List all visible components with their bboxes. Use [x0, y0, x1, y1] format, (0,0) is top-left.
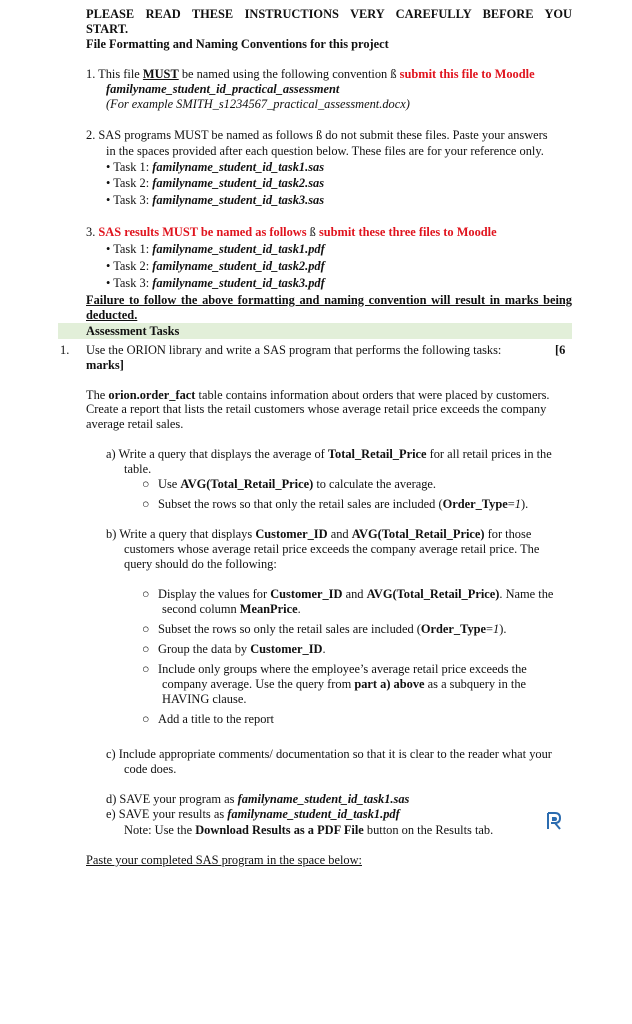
part-a-text: a) Write a query that displays the average of — [106, 447, 328, 461]
part-b-text: b) Write a query that displays — [106, 527, 256, 541]
sub-italic: 1 — [514, 497, 521, 511]
sub-text: . Name the — [499, 587, 554, 601]
item2-task2 — [106, 176, 324, 191]
task-label: • Task 1: — [106, 160, 153, 174]
q1-marks: [6 — [555, 343, 566, 357]
sub-bold: MeanPrice — [239, 602, 298, 616]
part-b-line1 — [106, 527, 531, 542]
sub-text: Subset the rows so only the retail sales are included ( — [158, 622, 421, 636]
sub-text: Subset the rows so that only the retail sales are included ( — [158, 497, 443, 511]
sub-text: . — [322, 642, 326, 656]
circle-bullet-icon: ○ — [142, 642, 150, 656]
sub-bold: Order_Type — [420, 622, 487, 636]
task-file: familyname_student_id_task1.sas — [152, 160, 325, 174]
task-file: familyname_student_id_task2.pdf — [152, 259, 325, 273]
item3-task1 — [106, 242, 325, 257]
q1-intro-line1 — [86, 388, 550, 403]
circle-bullet-icon: ○ — [142, 622, 150, 636]
task-file: familyname_student_id_task2.sas — [152, 176, 325, 190]
intro-table-name: orion.order_fact — [108, 388, 196, 402]
part-b-sub5 — [142, 712, 274, 727]
part-b-sub3 — [142, 642, 326, 657]
circle-bullet-icon: ○ — [142, 712, 150, 726]
item2-line2: in the spaces provided after each question below. These files are for your reference only. — [106, 144, 544, 158]
item1-filename: familyname_student_id_practical_assessment — [106, 82, 340, 96]
sub-text: as a subquery in the — [424, 677, 527, 691]
sub-text: ). — [520, 497, 529, 511]
sub-text: Use — [158, 477, 181, 491]
item2-task1 — [106, 160, 324, 175]
task-label: • Task 3: — [106, 276, 153, 290]
item3-task2 — [106, 259, 325, 274]
task-file: familyname_student_id_task3.sas — [152, 193, 325, 207]
item1-prefix: 1. This file — [86, 67, 143, 81]
part-b-field: AVG(Total_Retail_Price) — [351, 527, 485, 541]
assessment-tasks-heading: Assessment Tasks — [86, 324, 180, 338]
note-button-name: Download Results as a PDF File — [195, 823, 364, 837]
part-b-sub1 — [142, 587, 553, 602]
part-b-field: Customer_ID — [255, 527, 328, 541]
item2-line1: 2. SAS programs MUST be named as follows ß do not submit these files. Paste your answers — [86, 128, 548, 142]
q1-text: Use the ORION library and write a SAS program that performs the following tasks: — [86, 343, 502, 357]
instructions-heading-cont: START. — [86, 22, 129, 36]
item1-line — [86, 67, 535, 82]
part-a-line1 — [106, 447, 552, 462]
sub-text: = — [507, 497, 515, 511]
part-e-file: familyname_student_id_task1.pdf — [227, 807, 400, 821]
sub-italic: 1 — [493, 622, 500, 636]
sub-bold: AVG(Total_Retail_Price) — [366, 587, 500, 601]
paste-prompt: Paste your completed SAS program in the space below: — [86, 853, 362, 867]
part-b-text: for those — [484, 527, 532, 541]
part-d-text: d) SAVE your program as — [106, 792, 238, 806]
item1-middle: be named using the following convention ß — [178, 67, 400, 81]
sub-text: . — [297, 602, 301, 616]
task-label: • Task 2: — [106, 176, 153, 190]
part-a-sub1 — [142, 477, 436, 492]
circle-bullet-icon: ○ — [142, 477, 150, 491]
sub-bold: Order_Type — [442, 497, 508, 511]
q1-number: 1. — [60, 343, 70, 357]
sub-text: second column — [162, 602, 240, 616]
task-label: • Task 3: — [106, 193, 153, 207]
part-b-sub1-cont — [162, 602, 301, 617]
part-d-file: familyname_student_id_task1.sas — [237, 792, 410, 806]
task-file: familyname_student_id_task3.pdf — [152, 276, 325, 290]
item1-must: MUST — [142, 67, 179, 81]
part-e-line — [106, 807, 400, 822]
q1-intro-line2: Create a report that lists the retail customers whose average retail price exceeds the company — [86, 402, 547, 416]
part-a-line2: table. — [124, 462, 152, 476]
part-b-text: and — [327, 527, 352, 541]
sub-text: Display the values for — [158, 587, 271, 601]
q1-marks-cont: marks] — [86, 358, 124, 372]
sub-text: company average. Use the query from — [162, 677, 355, 691]
item2-task3 — [106, 193, 324, 208]
sub-bold: Customer_ID — [250, 642, 323, 656]
circle-bullet-icon: ○ — [142, 662, 150, 676]
part-e-text: e) SAVE your results as — [106, 807, 228, 821]
part-b-sub4-cont2: HAVING clause. — [162, 692, 247, 706]
part-c-line1: c) Include appropriate comments/ documentation so that it is clear to the reader what your — [106, 747, 552, 761]
sub-text: ). — [499, 622, 507, 636]
part-b-line3: query should do the following: — [124, 557, 277, 571]
part-d-line — [106, 792, 409, 807]
circle-bullet-icon: ○ — [142, 587, 150, 601]
failure-warning-cont: deducted. — [86, 308, 138, 322]
sub-text: Add a title to the report — [158, 712, 274, 726]
part-a-sub2 — [142, 497, 528, 512]
item1-submit-note: submit this file to Moodle — [399, 67, 535, 81]
sub-bold: part a) above — [354, 677, 425, 691]
sub-bold: Customer_ID — [270, 587, 343, 601]
sub-text: and — [342, 587, 367, 601]
instructions-heading: PLEASE READ THESE INSTRUCTIONS VERY CAREFULLY BEFORE YOU — [86, 7, 572, 21]
pdf-icon[interactable] — [546, 812, 562, 830]
part-b-line2: customers whose average retail price exceeds the company average retail price. The — [124, 542, 540, 556]
item3-line — [86, 225, 497, 240]
failure-warning: Failure to follow the above formatting and naming convention will result in marks being — [86, 293, 572, 307]
part-b-sub4 — [142, 662, 527, 677]
sub-bold: AVG(Total_Retail_Price) — [180, 477, 314, 491]
item3-red-heading: SAS results MUST be named as follows — [98, 225, 310, 239]
sub-text: Include only groups where the employee’s average retail price exceeds the — [158, 662, 527, 676]
part-c-line2: code does. — [124, 762, 177, 776]
task-label: • Task 1: — [106, 242, 153, 256]
circle-bullet-icon: ○ — [142, 497, 150, 511]
part-a-text: for all retail prices in the — [426, 447, 552, 461]
task-file: familyname_student_id_task1.pdf — [152, 242, 325, 256]
intro-text: The — [86, 388, 109, 402]
item1-example: (For example SMITH_s1234567_practical_assessment.docx) — [106, 97, 410, 111]
intro-text: table contains information about orders that were placed by customers. — [195, 388, 550, 402]
note-text: Note: Use the — [124, 823, 196, 837]
part-e-note — [124, 823, 493, 838]
item3-arrow: ß — [309, 225, 319, 239]
sub-text: to calculate the average. — [313, 477, 437, 491]
part-b-sub4-cont — [162, 677, 526, 692]
item3-task3 — [106, 276, 325, 291]
sub-text: = — [486, 622, 494, 636]
part-b-sub2 — [142, 622, 506, 637]
item3-submit-note: submit these three files to Moodle — [318, 225, 497, 239]
q1-intro-line3: average retail sales. — [86, 417, 184, 431]
part-a-field: Total_Retail_Price — [327, 447, 427, 461]
item3-prefix: 3. — [86, 225, 99, 239]
note-text: button on the Results tab. — [363, 823, 494, 837]
sub-text: Group the data by — [158, 642, 251, 656]
task-label: • Task 2: — [106, 259, 153, 273]
formatting-title: File Formatting and Naming Conventions for this project — [86, 37, 389, 51]
